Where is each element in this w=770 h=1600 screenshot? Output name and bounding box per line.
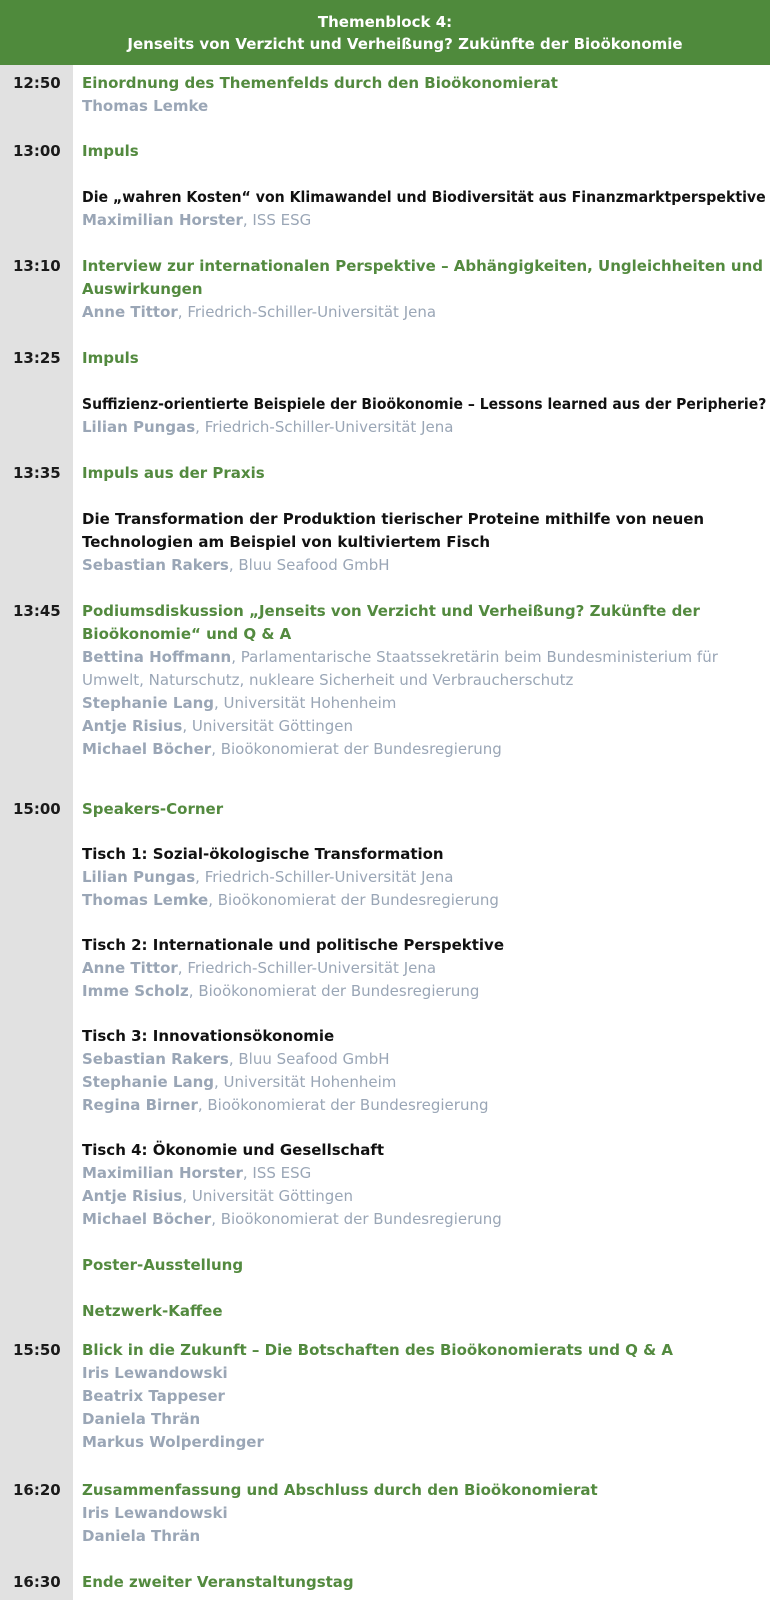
speaker-name: Iris Lewandowski [82,1504,228,1522]
time-slot: 15:00 [13,800,61,818]
speaker-line [82,1162,311,1185]
speaker-line [82,1362,228,1385]
session-title: Zusammenfassung und Abschluss durch den Bioökonomierat [82,1481,598,1499]
header-line-2: Jenseits von Verzicht und Verheißung? Zukünfte der Bioökonomie [127,35,683,53]
session-title: Bioökonomie“ und Q & A [82,625,292,643]
speaker-line [82,1208,502,1231]
talk-title: Suffizienz-orientierte Beispiele der Bioökonomie – Lessons learned aus der Peripherie? [82,395,767,413]
speaker-affiliation: , Bioökonomierat der Bundesregierung [188,982,480,1000]
speaker-affiliation: , Friedrich-Schiller-Universität Jena [195,868,454,886]
speaker-affiliation: , Friedrich-Schiller-Universität Jena [195,418,454,436]
time-slot: 15:50 [13,1341,61,1359]
speaker-name: Thomas Lemke [82,891,209,909]
speaker-affiliation: , Parlamentarische Staatssekretärin beim Bundesministerium für [231,648,718,666]
speaker-line [82,957,436,980]
speaker-name: Maximilian Horster [82,211,243,229]
session-title: Netzwerk-Kaffee [82,1302,223,1320]
session-title: Blick in die Zukunft – Die Botschaften des Bioökonomierats und Q & A [82,1341,674,1359]
talk-title: Die Transformation der Produktion tierischer Proteine mithilfe von neuen [82,510,705,528]
speaker-name: Stephanie Lang [82,694,214,712]
time-slot: 13:45 [13,602,61,620]
time-slot: 16:20 [13,1481,61,1499]
speaker-line [82,1431,264,1454]
speaker-affiliation: , Friedrich-Schiller-Universität Jena [177,303,437,321]
speaker-line [82,646,718,669]
speaker-name: Michael Böcher [82,740,212,758]
speaker-affiliation: , Bioökonomierat der Bundesregierung [208,891,499,909]
speaker-affiliation: , Bioökonomierat der Bundesregierung [211,1210,502,1228]
speaker-line [82,1408,200,1431]
session-title: Impuls [82,349,139,367]
speaker-name: Antje Risius [82,717,183,735]
speaker-name: Antje Risius [82,1187,183,1205]
speaker-name: Beatrix Tappeser [82,1387,225,1405]
speaker-name: Markus Wolperdinger [82,1433,264,1451]
speaker-affiliation: Umwelt, Naturschutz, nukleare Sicherheit und Verbraucherschutz [82,671,574,689]
speaker-name: Sebastian Rakers [82,1050,229,1068]
speaker-name: Lilian Pungas [82,418,196,436]
speaker-name: Lilian Pungas [82,868,196,886]
speaker-name: Sebastian Rakers [82,556,229,574]
speaker-name: Michael Böcher [82,1210,212,1228]
talk-title: Tisch 3: Innovationsökonomie [82,1027,335,1045]
session-title: Poster-Ausstellung [82,1256,244,1274]
session-title: Auswirkungen [82,280,203,298]
speaker-line [82,1071,396,1094]
speaker-affiliation: , Universität Göttingen [182,1187,354,1205]
speaker-line [82,1525,200,1548]
speaker-line [82,738,502,761]
speaker-affiliation: , Bioökonomierat der Bundesregierung [197,1096,489,1114]
speaker-affiliation: , Bluu Seafood GmbH [228,556,390,574]
time-slot: 13:35 [13,464,61,482]
talk-title: Tisch 2: Internationale und politische Perspektive [82,936,504,954]
speaker-name: Anne Tittor [82,959,178,977]
speaker-affiliation: , Bluu Seafood GmbH [228,1050,390,1068]
session-title: Impuls aus der Praxis [82,464,265,482]
header-line-1: Themenblock 4: [317,13,453,31]
speaker-name: Anne Tittor [82,303,178,321]
speaker-line [82,95,208,118]
speaker-line [82,866,453,889]
speaker-name: Maximilian Horster [82,1164,243,1182]
speaker-affiliation: , Bioökonomierat der Bundesregierung [211,740,502,758]
talk-title: Technologien am Beispiel von kultiviertem Fisch [82,533,491,551]
speaker-line [82,1385,225,1408]
session-title: Einordnung des Themenfelds durch den Bioökonomierat [82,74,558,92]
speaker-name: Bettina Hoffmann [82,648,232,666]
session-title: Interview zur internationalen Perspektive – Abhängigkeiten, Ungleichheiten und [82,257,764,275]
speaker-line [82,416,453,439]
speaker-name: Iris Lewandowski [82,1364,228,1382]
time-slot: 13:25 [13,349,61,367]
speaker-line [82,1048,390,1071]
time-slot: 12:50 [13,74,61,92]
talk-title: Tisch 1: Sozial-ökologische Transformation [82,845,444,863]
speaker-affiliation: , Universität Hohenheim [214,694,397,712]
speaker-name: Daniela Thrän [82,1527,201,1545]
speaker-line [82,1185,353,1208]
talk-title: Die „wahren Kosten“ von Klimawandel und Biodiversität aus Finanzmarktperspektive [82,188,766,206]
speaker-name: Daniela Thrän [82,1410,201,1428]
speaker-line [82,669,573,692]
session-title: Podiumsdiskussion „Jenseits von Verzicht und Verheißung? Zukünfte der [82,602,700,620]
time-slot: 16:30 [13,1573,61,1591]
talk-title: Tisch 4: Ökonomie und Gesellschaft [82,1141,385,1159]
speaker-affiliation: , ISS ESG [242,211,312,229]
time-slot: 13:00 [13,142,61,160]
session-title: Ende zweiter Veranstaltungstag [82,1573,354,1591]
speaker-affiliation: , Friedrich-Schiller-Universität Jena [177,959,437,977]
speaker-line [82,715,353,738]
session-title: Impuls [82,142,139,160]
speaker-name: Regina Birner [82,1096,198,1114]
speaker-line [82,301,436,324]
speaker-name: Imme Scholz [82,982,189,1000]
speaker-affiliation: , Universität Göttingen [182,717,354,735]
speaker-line [82,692,396,715]
speaker-line [82,209,311,232]
speaker-line [82,1094,488,1117]
session-title: Speakers-Corner [82,800,224,818]
speaker-line [82,1502,228,1525]
speaker-name: Thomas Lemke [82,97,209,115]
speaker-line [82,980,479,1003]
speaker-affiliation: , ISS ESG [242,1164,312,1182]
speaker-affiliation: , Universität Hohenheim [214,1073,397,1091]
speaker-name: Stephanie Lang [82,1073,214,1091]
speaker-line [82,554,390,577]
speaker-line [82,889,499,912]
time-slot: 13:10 [13,257,61,275]
